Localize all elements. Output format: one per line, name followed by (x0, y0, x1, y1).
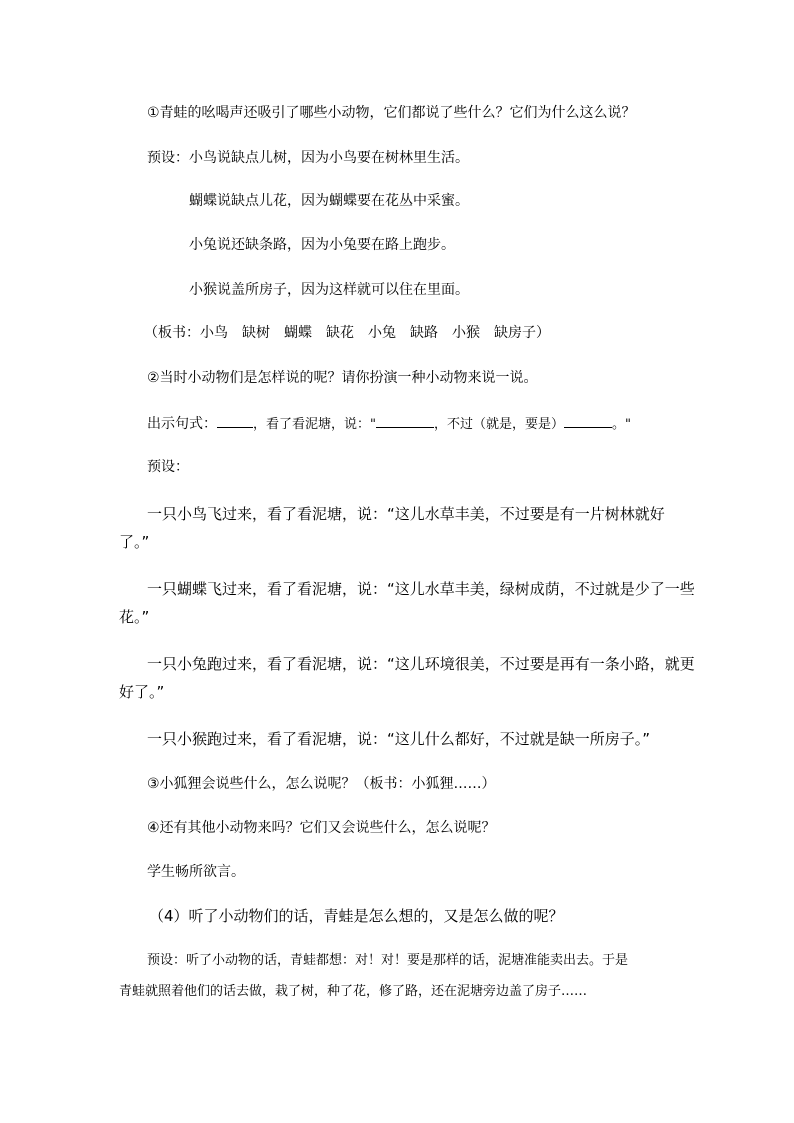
monkey-speech: 一只小猴跑过来，看了看泥塘，说：“这儿什么都好，不过就是缺一所房子。” (147, 730, 651, 748)
rabbit-speech-line-2: 好了。” (119, 683, 165, 701)
question-1: ①青蛙的吆喝声还吸引了哪些小动物，它们都说了些什么？它们为什么这么说？ (147, 105, 636, 121)
pattern-part-1: ，看了看泥塘，说：" (253, 417, 376, 432)
bird-speech-line-1: 一只小鸟飞过来，看了看泥塘，说：“这儿水草丰美，不过要是有一片树林就好 (147, 505, 665, 523)
butterfly-speech-line-1: 一只蝴蝶飞过来，看了看泥塘，说：“这儿水草丰美，绿树成荫，不过就是少了一些 (147, 580, 695, 598)
sentence-pattern (147, 413, 631, 435)
preset-frog-line-1: 预设：听了小动物的话，青蛙都想：对！对！要是那样的话，泥塘准能卖出去。于是 (147, 953, 629, 968)
preset-frog-line-2: 青蛙就照着他们的话去做，栽了树，种了花，修了路，还在泥塘旁边盖了房子…… (119, 984, 588, 999)
preset-monkey: 小猴说盖所房子，因为这样就可以住在里面。 (189, 282, 469, 298)
preset-bird: 预设：小鸟说缺点儿树，因为小鸟要在树林里生活。 (147, 150, 469, 166)
blackboard-note-1: （板书：小鸟 缺树 蝴蝶 缺花 小兔 缺路 小猴 缺房子） (144, 325, 550, 341)
students-note: 学生畅所欲言。 (147, 864, 245, 880)
bird-speech-line-2: 了。” (119, 533, 150, 551)
pattern-part-2: ，不过（就是，要是） (433, 417, 564, 432)
blank-praise (376, 413, 434, 428)
preset-rabbit: 小兔说还缺条路，因为小兔要在路上跑步。 (189, 237, 455, 253)
question-3: ③小狐狸会说些什么，怎么说呢？（板书：小狐狸……） (147, 776, 496, 792)
pattern-part-3: 。" (612, 417, 631, 432)
blank-wish (564, 413, 612, 428)
blank-animal (217, 413, 253, 428)
butterfly-speech-line-2: 花。” (119, 608, 150, 626)
preset-label: 预设： (147, 459, 189, 475)
question-5: （4）听了小动物们的话，青蛙是怎么想的，又是怎么做的呢？ (149, 907, 564, 925)
pattern-prefix: 出示句式： (147, 416, 217, 432)
question-2: ②当时小动物们是怎样说的呢？请你扮演一种小动物来说一说。 (147, 370, 538, 386)
rabbit-speech-line-1: 一只小兔跑过来，看了看泥塘，说：“这儿环境很美，不过要是再有一条小路，就更 (147, 655, 695, 673)
preset-butterfly: 蝴蝶说缺点儿花，因为蝴蝶要在花丛中采蜜。 (189, 193, 469, 209)
question-4: ④还有其他小动物来吗？它们又会说些什么，怎么说呢？ (147, 820, 496, 836)
